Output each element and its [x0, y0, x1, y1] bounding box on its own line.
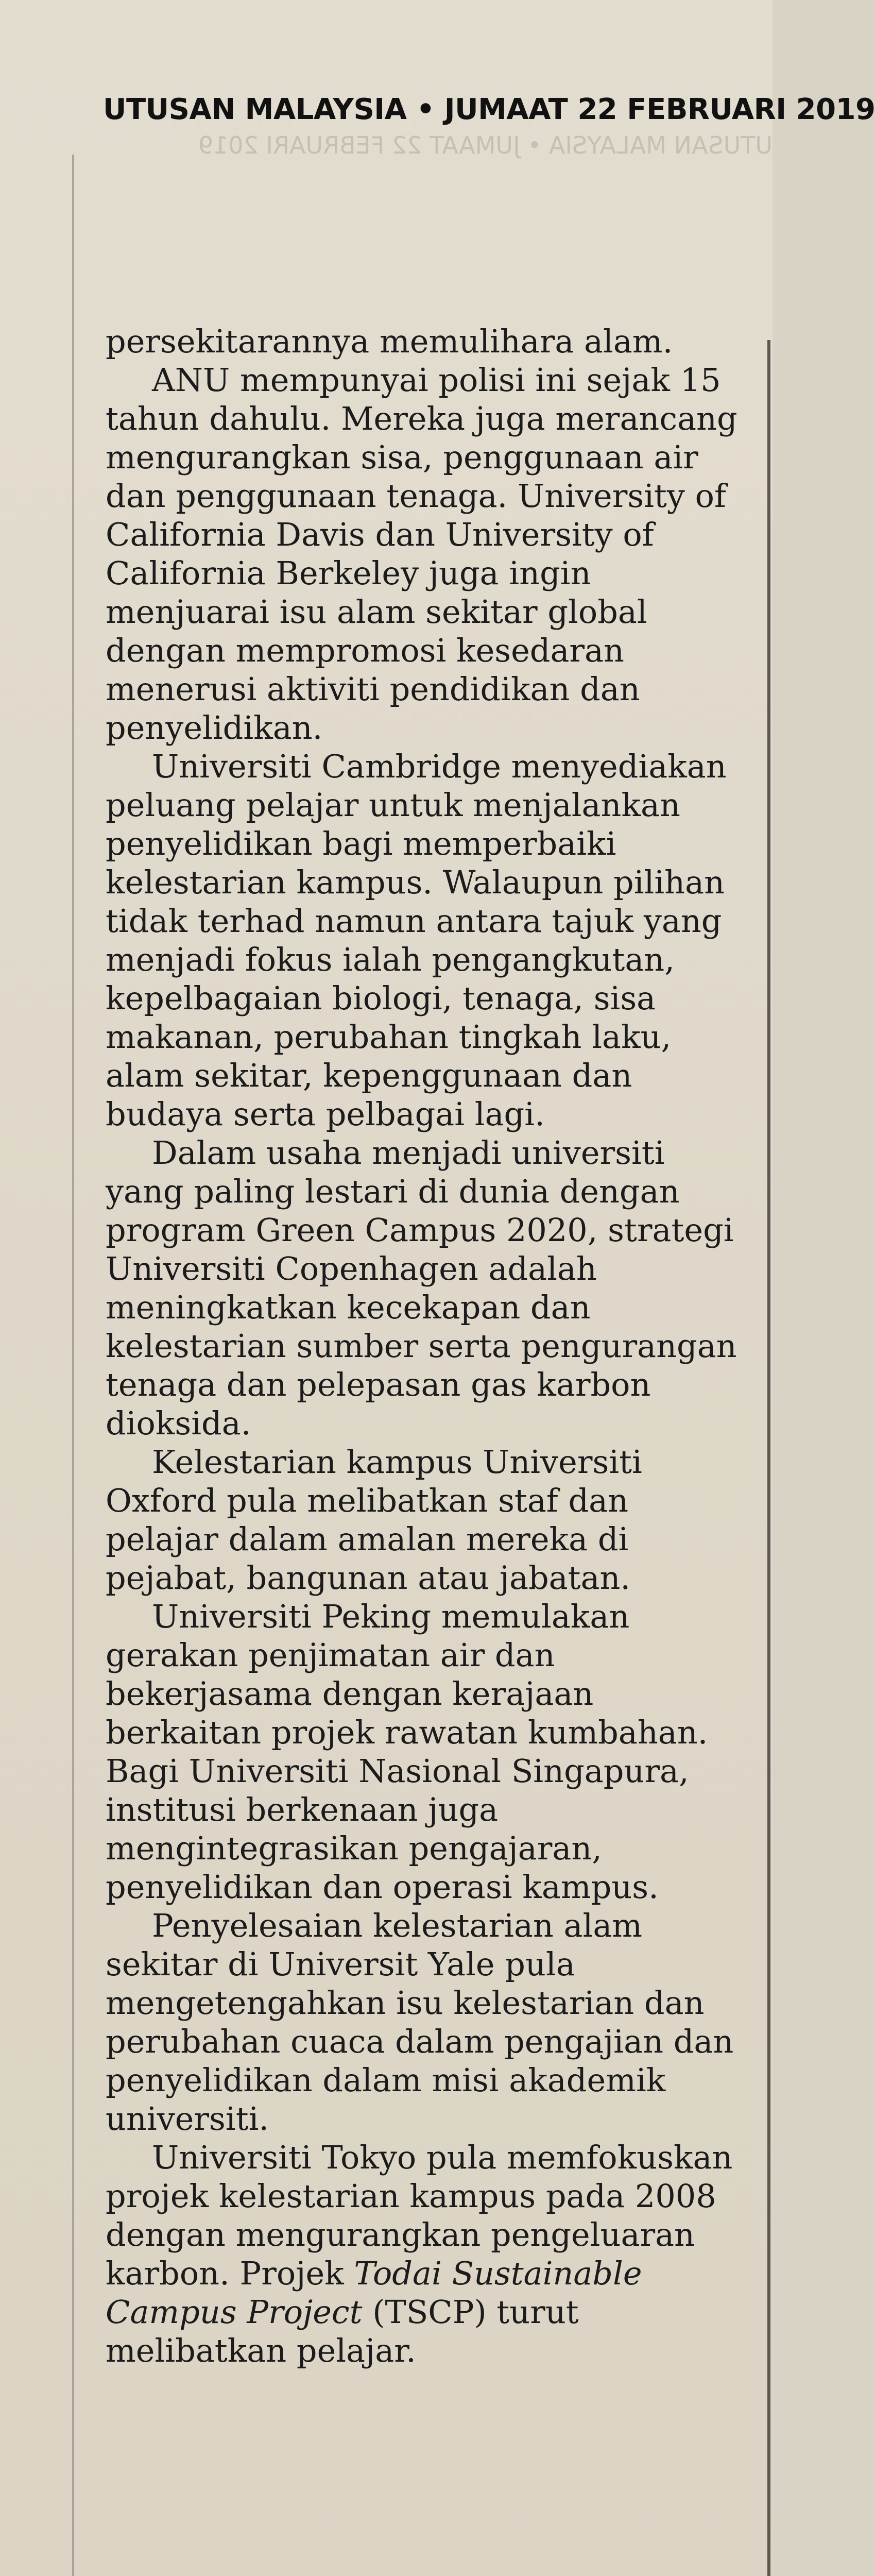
column-rule-right	[767, 340, 770, 2576]
paragraph-text: Universiti Tokyo pula memfokuskan projek kelestarian kampus pada 2008 dengan mengurangkan pengeluaran karbon. Projek	[106, 2139, 733, 2292]
article-column	[106, 322, 749, 2370]
masthead: UTUSAN MALAYSIA • JUMAAT 22 FEBRUARI 2019	[103, 93, 875, 126]
paragraph: Dalam usaha menjadi universiti yang paling lestari di dunia dengan program Green Campus 2020, strategi Universiti Copenhagen adalah meningkatkan kecekapan dan kelestarian sumber serta pengurangan tenaga dan pelepasan gas karbon dioksida.	[106, 1134, 737, 1442]
paragraph: persekitarannya memulihara alam.	[106, 323, 673, 360]
paragraph: Kelestarian kampus Universiti Oxford pula melibatkan staf dan pelajar dalam amalan mereka di pejabat, bangunan atau jabatan.	[106, 1443, 642, 1597]
paragraph-text: (TSCP) turut melibatkan pelajar.	[106, 2293, 579, 2369]
paragraph	[106, 2138, 749, 2370]
bleed-through-text: UTUSAN MALAYSIA • JUMAAT 22 FEBRUARI 2019	[198, 131, 773, 159]
paragraph: Universiti Cambridge menyediakan peluang pelajar untuk menjalankan penyelidikan bagi memperbaiki kelestarian kampus. Walaupun pilihan tidak terhad namun antara tajuk yang menjadi fokus ialah pengangkutan, kepelbagaian biologi, tenaga, sisa makanan, perubahan tingkah laku, alam sekitar, kepenggunaan dan budaya serta pelbagai lagi.	[106, 748, 727, 1133]
paragraph: Universiti Peking memulakan gerakan penjimatan air dan bekerjasama dengan kerajaan berkaitan projek rawatan kumbahan. Bagi Universiti Nasional Singapura, institusi berkenaan juga mengintegrasikan pengajaran, penyelidikan dan operasi kampus.	[106, 1598, 708, 1906]
paragraph: Penyelesaian kelestarian alam sekitar di Universit Yale pula mengetengahkan isu kelestarian dan perubahan cuaca dalam pengajian dan penyelidikan dalam misi akademik universiti.	[106, 1907, 734, 2138]
column-rule-left	[72, 155, 74, 2576]
project-name: Todai Sustainable Campus Project	[106, 2255, 642, 2331]
paragraph: ANU mempunyai polisi ini sejak 15 tahun dahulu. Mereka juga merancang mengurangkan sisa, penggunaan air dan penggunaan tenaga. University of California Davis dan University of California Berkeley juga ingin menjuarai isu alam sekitar global dengan mempromosi kesedaran menerusi aktiviti pendidikan dan penyelidikan.	[106, 361, 737, 747]
